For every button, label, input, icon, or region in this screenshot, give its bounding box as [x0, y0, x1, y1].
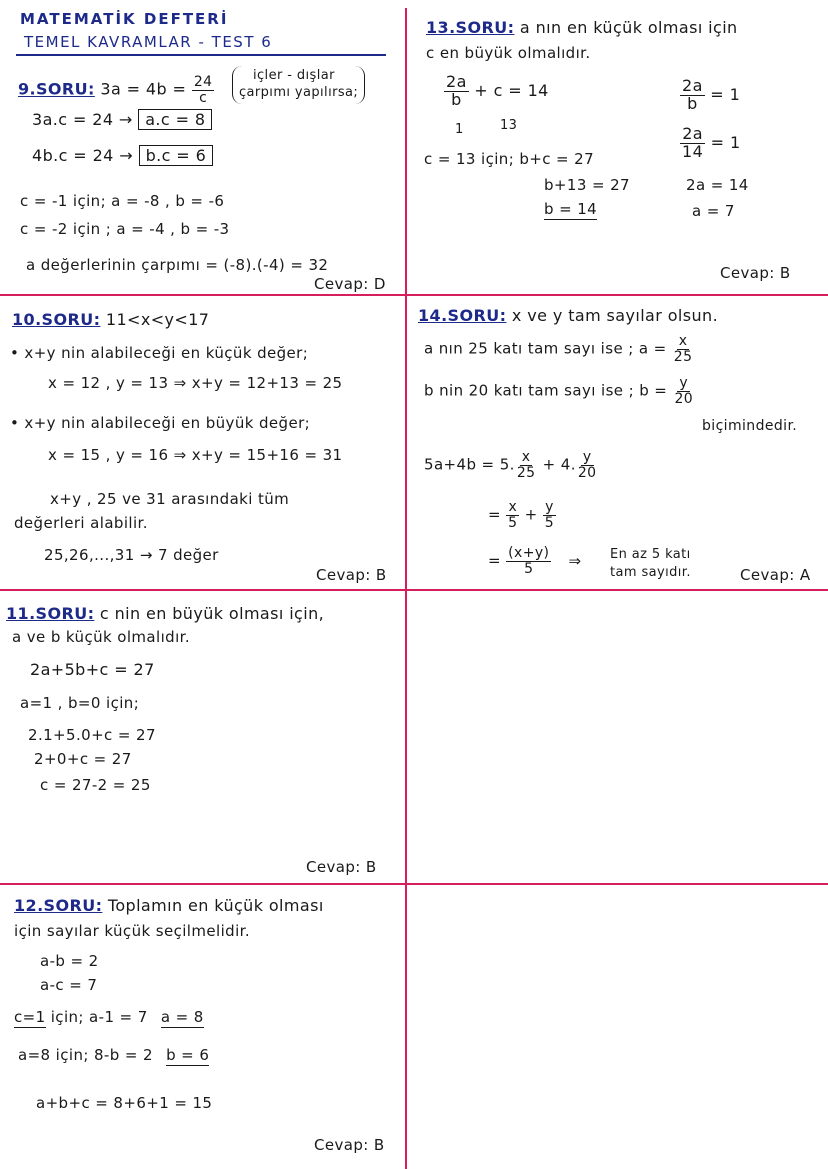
q14-a-fraction: [672, 334, 695, 364]
q14-expr2-frac-a: [506, 500, 519, 530]
q9-line3: c = -1 için; a = -8 , b = -6: [20, 192, 225, 210]
q9-header: [18, 75, 214, 105]
q14-e1-an: x: [521, 449, 531, 465]
q11-line5: c = 27-2 = 25: [40, 776, 151, 794]
divider-left-3: [0, 883, 828, 885]
q10-answer: Cevap: B: [316, 566, 387, 584]
q13-line2: b+13 = 27: [544, 176, 630, 194]
q13-text2: c en büyük olmalıdır.: [426, 44, 591, 62]
q13-right2: [680, 126, 741, 161]
q10-header: [12, 310, 209, 329]
q13-line1: c = 13 için; b+c = 27: [424, 150, 595, 168]
q14-b-fraction: [672, 376, 695, 406]
q10-line4: x = 15 , y = 16 ⇒ x+y = 15+16 = 31: [48, 446, 343, 464]
q13-right-frac1: [680, 78, 705, 113]
q9-box2: b.c = 6: [139, 145, 214, 166]
q13-rf1-num: 2a: [682, 76, 703, 95]
q14-e1-bn: y: [582, 449, 592, 465]
notebook-subtitle: TEMEL KAVRAMLAR - TEST 6: [24, 33, 273, 51]
q14-e2-bn: y: [545, 499, 554, 515]
divider-2: [0, 589, 828, 591]
q13-equation: [444, 74, 549, 109]
q11-text1: c nin en büyük olması için,: [99, 604, 325, 623]
q12-line4-text: a=8 için; 8-b = 2: [18, 1046, 153, 1064]
q14-line2: [424, 334, 694, 364]
q13-right3: 2a = 14: [686, 176, 749, 194]
q14-e3-num: (x+y): [508, 545, 550, 561]
q11-line1: 2a+5b+c = 27: [30, 660, 155, 679]
q9-note: [232, 66, 365, 104]
q9-label: 9.SORU:: [18, 79, 95, 99]
divider-left-1: [0, 294, 828, 296]
q13-right-eq1: = 1: [710, 84, 741, 104]
q9-box1: a.c = 8: [138, 109, 212, 130]
q12-header: [14, 896, 324, 915]
q12-text2: için sayılar küçük seçilmelidir.: [14, 922, 250, 940]
q13-text1: a nın en küçük olması için: [519, 18, 738, 37]
q12-line4: [18, 1046, 209, 1064]
q13-right-eq2: = 1: [710, 132, 741, 152]
q13-plus-c: + c = 14: [474, 80, 549, 100]
q14-note: [610, 546, 691, 581]
q14-expr1-frac-b: [576, 450, 599, 480]
q9-line2-text: 4b.c = 24 →: [32, 146, 134, 165]
q14-expr2-frac-b: [543, 500, 556, 530]
q10-label: 10.SORU:: [12, 310, 101, 329]
q9-note-line1: içler - dışlar: [253, 68, 335, 83]
q14-header: [418, 306, 718, 325]
q11-label: 11.SORU:: [6, 604, 95, 623]
q14-expr1: [424, 450, 598, 480]
q14-expr2-eq: =: [488, 505, 501, 524]
q11-line2: a=1 , b=0 için;: [20, 694, 140, 712]
q14-note-line2: tam sayıdır.: [610, 564, 691, 580]
q13-rf1-den: b: [687, 93, 698, 113]
q14-expr3-eq: =: [488, 551, 501, 570]
q9-frac-den: c: [199, 89, 208, 106]
q12-text1: Toplamın en küçük olması: [107, 896, 324, 915]
q12-a-value: a = 8: [160, 1008, 204, 1026]
q11-line4: 2+0+c = 27: [34, 750, 132, 768]
q12-b-value: b = 6: [166, 1046, 210, 1064]
q9-note-line2: çarpımı yapılırsa;: [239, 84, 359, 100]
q13-label: 13.SORU:: [426, 18, 515, 37]
q14-line3-text: b nin 20 katı tam sayı ise ; b =: [424, 381, 668, 400]
q14-expr3: [488, 546, 582, 576]
q10-line3: • x+y nin alabileceği en büyük değer;: [10, 414, 311, 432]
q12-line1: a-b = 2: [40, 952, 99, 970]
q13-right1: [680, 78, 740, 113]
q9-line1: [32, 110, 212, 129]
q13-under1: 1: [455, 122, 464, 137]
q12-line2: a-c = 7: [40, 976, 98, 994]
q9-line5: a değerlerinin çarpımı = (-8).(-4) = 32: [26, 256, 329, 274]
q14-b-num: y: [679, 375, 689, 391]
q13-header: [426, 18, 738, 37]
q13-line3: [544, 200, 597, 218]
q13-rf2-den: 14: [682, 141, 704, 161]
q14-expr1-frac-a: [515, 450, 538, 480]
q9-fraction: [192, 75, 215, 105]
q10-line1: • x+y nin alabileceği en küçük değer;: [10, 344, 309, 362]
q13-b-value: b = 14: [544, 200, 598, 218]
q11-text2: a ve b küçük olmalıdır.: [12, 628, 190, 646]
q9-answer: Cevap: D: [314, 275, 386, 293]
q14-expr1-lhs: 5a+4b =: [424, 455, 495, 474]
q14-expr3-arrow: ⇒: [568, 551, 582, 570]
q13-right-frac2: [680, 126, 705, 161]
q13-rf2-num: 2a: [682, 124, 703, 143]
q14-e2-ad: 5: [508, 514, 518, 531]
q12-line3-text: için; a-1 = 7: [50, 1008, 148, 1026]
q14-line3: [424, 376, 695, 406]
q14-e2-an: x: [508, 499, 518, 515]
q12-line3: [14, 1008, 204, 1026]
q11-answer: Cevap: B: [306, 858, 377, 876]
q14-e2-bd: 5: [544, 514, 555, 531]
q12-label: 12.SORU:: [14, 896, 103, 915]
q14-label: 14.SORU:: [418, 306, 507, 325]
q14-e1-bd: 20: [577, 464, 597, 481]
q10-line2: x = 12 , y = 13 ⇒ x+y = 12+13 = 25: [48, 374, 343, 392]
notebook-title: MATEMATİK DEFTERİ: [20, 10, 229, 28]
header-underline: [16, 54, 386, 56]
q12-line5: a+b+c = 8+6+1 = 15: [36, 1094, 213, 1112]
q10-equation: 11<x<y<17: [105, 310, 210, 329]
q14-e3-den: 5: [524, 560, 534, 577]
q13-answer: Cevap: B: [720, 264, 791, 282]
q14-e1-ad: 25: [516, 464, 536, 481]
q14-expr2: [488, 500, 556, 530]
q13-frac-den: b: [451, 89, 462, 109]
q13-under2: 13: [500, 118, 518, 133]
q14-a-den: 25: [673, 348, 693, 365]
q14-expr1-coef-b: + 4.: [542, 455, 576, 474]
q9-frac-num: 24: [193, 74, 213, 90]
q14-expr1-coef-a: 5.: [499, 455, 515, 474]
q9-line1-text: 3a.c = 24 →: [32, 110, 133, 129]
q14-note-line1: En az 5 katı: [610, 547, 691, 562]
q13-right4: a = 7: [692, 202, 735, 220]
q14-line2-text: a nın 25 katı tam sayı ise ; a =: [424, 339, 667, 358]
q13-frac-num: 2a: [446, 72, 467, 91]
q14-answer: Cevap: A: [740, 566, 811, 584]
q10-line6: değerleri alabilir.: [14, 514, 148, 532]
q13-fraction: [444, 74, 469, 109]
q11-line3: 2.1+5.0+c = 27: [28, 726, 156, 744]
q10-line5: x+y , 25 ve 31 arasındaki tüm: [50, 490, 290, 508]
q9-equation: 3a = 4b =: [100, 79, 187, 99]
q14-a-num: x: [678, 333, 688, 349]
q14-expr2-plus: +: [524, 505, 538, 524]
q11-header: [6, 604, 324, 623]
q12-answer: Cevap: B: [314, 1136, 385, 1154]
q14-expr3-frac: [506, 546, 551, 576]
q14-text1: x ve y tam sayılar olsun.: [511, 306, 719, 325]
q12-c-value: c=1: [14, 1008, 46, 1026]
q9-line4: c = -2 için ; a = -4 , b = -3: [20, 220, 230, 238]
q14-b-den: 20: [674, 390, 694, 407]
q9-line2: [32, 146, 213, 165]
q14-line4: biçimindedir.: [702, 418, 798, 434]
q10-line7: 25,26,...,31 → 7 değer: [44, 546, 219, 564]
